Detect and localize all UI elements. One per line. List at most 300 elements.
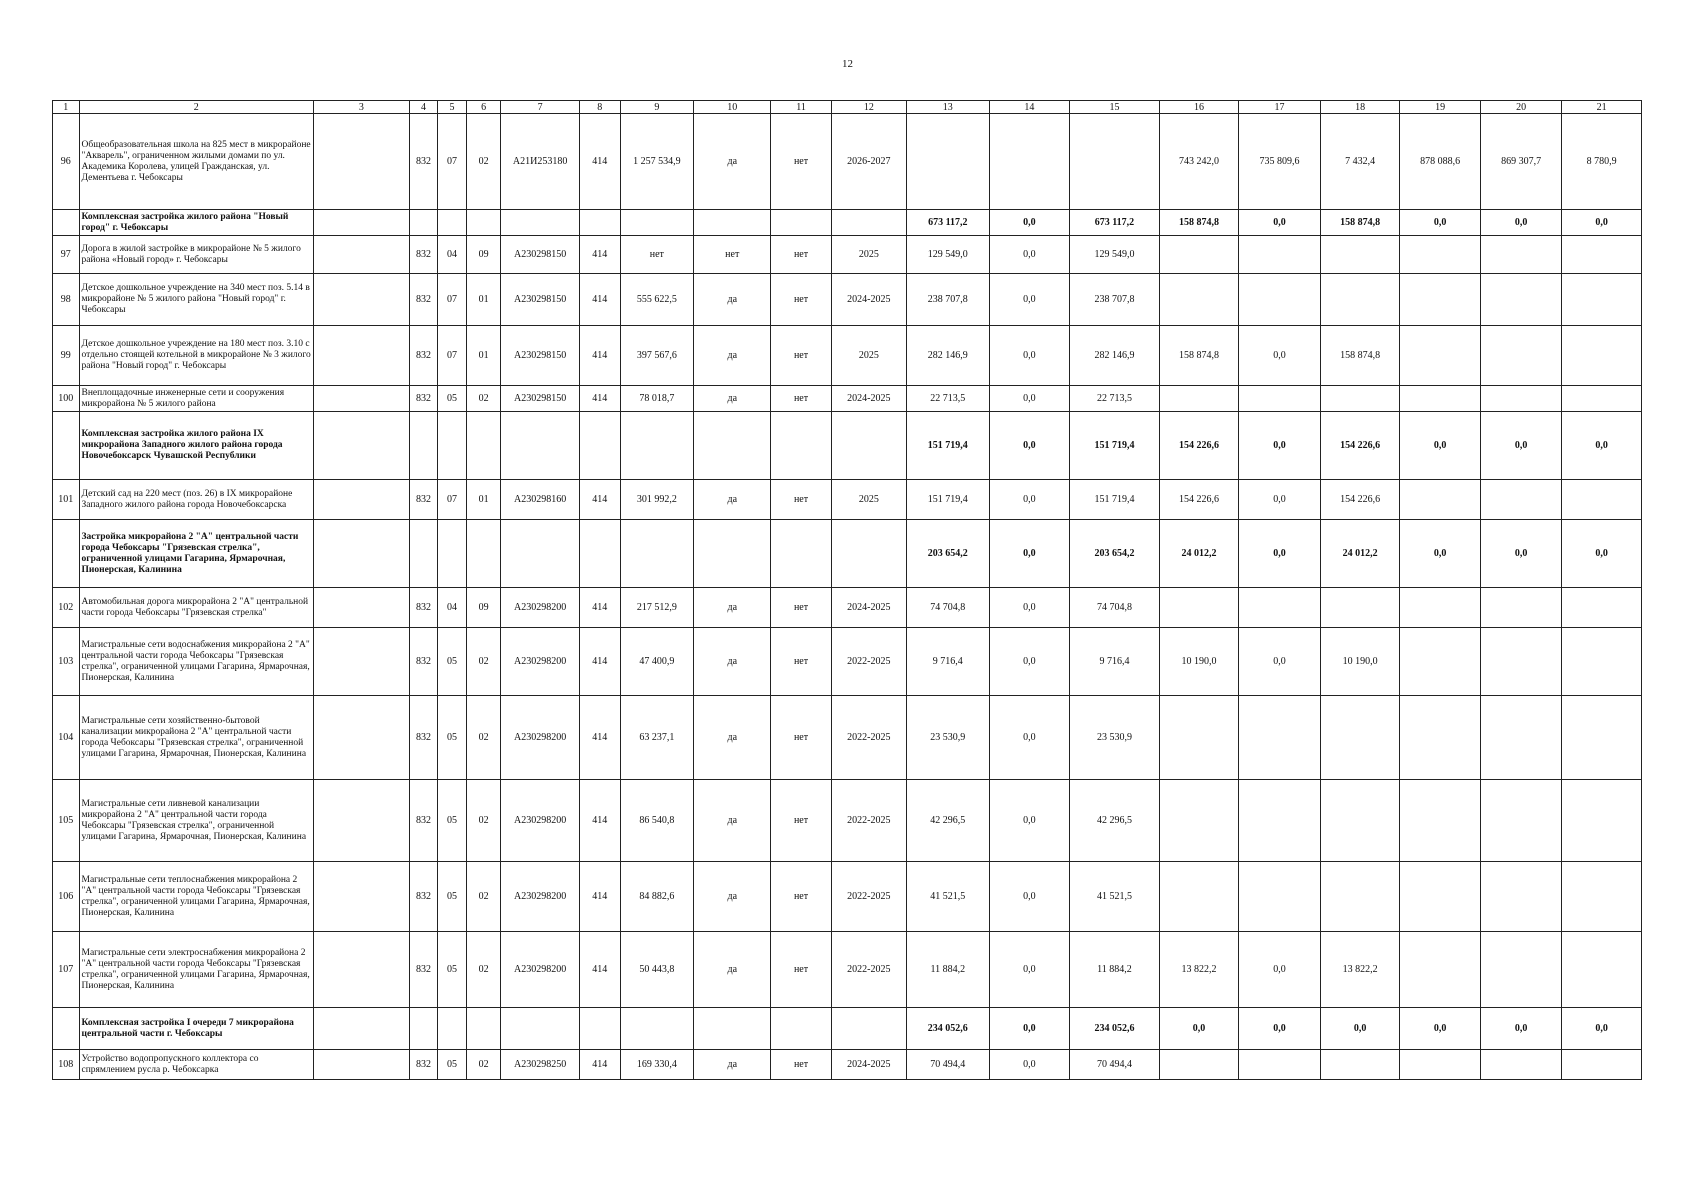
column-header-16: 16: [1159, 101, 1239, 114]
table-cell: [1159, 780, 1239, 862]
table-body: [53, 114, 1642, 1080]
table-cell: [313, 588, 409, 628]
table-cell: 78 018,7: [620, 386, 693, 412]
table-cell: [989, 114, 1070, 210]
table-cell: да: [694, 696, 771, 780]
table-cell: 13 822,2: [1159, 932, 1239, 1008]
table-cell: 832: [409, 114, 438, 210]
row-number-cell: 102: [53, 588, 80, 628]
table-cell: [1320, 274, 1400, 326]
column-header-21: 21: [1562, 101, 1642, 114]
table-cell: [313, 274, 409, 326]
column-header-6: 6: [466, 101, 501, 114]
table-cell: 02: [466, 780, 501, 862]
table-row: [53, 588, 1642, 628]
table-cell: [1400, 274, 1481, 326]
table-cell: [313, 1008, 409, 1050]
table-cell: 07: [438, 326, 467, 386]
table-cell: да: [694, 114, 771, 210]
table-cell: 129 549,0: [907, 236, 990, 274]
column-header-2: 2: [79, 101, 313, 114]
table-cell: да: [694, 386, 771, 412]
table-cell: [438, 412, 467, 480]
table-cell: [1400, 628, 1481, 696]
table-cell: 2024-2025: [831, 588, 906, 628]
table-cell: да: [694, 480, 771, 520]
table-cell: [313, 412, 409, 480]
table-cell: [313, 326, 409, 386]
object-name-cell: Детский сад на 220 мест (поз. 26) в IX микрорайоне Западного жилого района города Новочебоксарска: [79, 480, 313, 520]
table-cell: [438, 1008, 467, 1050]
table-cell: нет: [620, 236, 693, 274]
table-cell: 0,0: [1239, 412, 1321, 480]
table-cell: 203 654,2: [1070, 520, 1160, 588]
table-cell: [313, 628, 409, 696]
table-cell: [409, 412, 438, 480]
table-cell: [620, 210, 693, 236]
table-cell: [1562, 1050, 1642, 1080]
table-cell: 74 704,8: [1070, 588, 1160, 628]
table-cell: 05: [438, 628, 467, 696]
table-cell: 154 226,6: [1159, 412, 1239, 480]
table-cell: [1159, 386, 1239, 412]
table-cell: 414: [579, 274, 620, 326]
table-cell: 63 237,1: [620, 696, 693, 780]
table-cell: 05: [438, 932, 467, 1008]
table-cell: 234 052,6: [1070, 1008, 1160, 1050]
table-cell: нет: [771, 386, 831, 412]
table-cell: 151 719,4: [907, 412, 990, 480]
table-cell: А230298200: [501, 780, 579, 862]
object-name-cell: Устройство водопропускного коллектора со спрямлением русла р. Чебоксарка: [79, 1050, 313, 1080]
table-cell: 0,0: [1239, 1008, 1321, 1050]
table-cell: 154 226,6: [1320, 480, 1400, 520]
table-cell: [1400, 696, 1481, 780]
object-name-cell: Детское дошкольное учреждение на 340 мест поз. 5.14 в микрорайоне № 5 жилого района "Новый город" г. Чебоксары: [79, 274, 313, 326]
table-cell: А230298150: [501, 326, 579, 386]
table-cell: [1562, 236, 1642, 274]
table-cell: [466, 520, 501, 588]
table-cell: [501, 520, 579, 588]
row-number-cell: 101: [53, 480, 80, 520]
table-cell: 41 521,5: [1070, 862, 1160, 932]
table-cell: [409, 1008, 438, 1050]
table-cell: [1480, 236, 1562, 274]
table-cell: 0,0: [989, 412, 1070, 480]
table-cell: [1480, 932, 1562, 1008]
table-cell: да: [694, 932, 771, 1008]
table-cell: 0,0: [1400, 412, 1481, 480]
group-row: [53, 1008, 1642, 1050]
table-cell: [1159, 236, 1239, 274]
row-number-cell: 108: [53, 1050, 80, 1080]
table-cell: 11 884,2: [1070, 932, 1160, 1008]
table-row: [53, 932, 1642, 1008]
table-cell: [1480, 862, 1562, 932]
table-cell: 2022-2025: [831, 932, 906, 1008]
table-cell: [1562, 628, 1642, 696]
table-cell: 41 521,5: [907, 862, 990, 932]
table-row: [53, 386, 1642, 412]
table-cell: 673 117,2: [907, 210, 990, 236]
table-cell: [1400, 862, 1481, 932]
table-cell: 555 622,5: [620, 274, 693, 326]
row-number-cell: 98: [53, 274, 80, 326]
object-name-cell: Магистральные сети электроснабжения микрорайона 2 "А" центральной части города Чебоксары "Грязевская стрелка", ограниченной улицами Гагарина, Ярмарочная, Пионерская, Калинина: [79, 932, 313, 1008]
table-cell: А230298150: [501, 386, 579, 412]
table-cell: [1562, 696, 1642, 780]
table-cell: А230298200: [501, 862, 579, 932]
table-cell: 832: [409, 628, 438, 696]
table-cell: 217 512,9: [620, 588, 693, 628]
table-cell: 869 307,7: [1480, 114, 1562, 210]
table-cell: [313, 210, 409, 236]
table-cell: 0,0: [1400, 210, 1481, 236]
table-cell: [1320, 696, 1400, 780]
table-cell: 203 654,2: [907, 520, 990, 588]
object-name-cell: Комплексная застройка жилого района IX микрорайона Западного жилого района города Новочебоксарск Чувашской Республики: [79, 412, 313, 480]
table-cell: [313, 236, 409, 274]
table-cell: да: [694, 326, 771, 386]
table-cell: [1159, 1050, 1239, 1080]
table-cell: нет: [771, 862, 831, 932]
table-cell: [1562, 326, 1642, 386]
table-cell: 129 549,0: [1070, 236, 1160, 274]
table-cell: [1562, 386, 1642, 412]
table-cell: 0,0: [1480, 412, 1562, 480]
table-row: [53, 274, 1642, 326]
table-cell: 74 704,8: [907, 588, 990, 628]
table-cell: [501, 210, 579, 236]
object-name-cell: Автомобильная дорога микрорайона 2 "А" центральной части города Чебоксары "Грязевская стрелка": [79, 588, 313, 628]
row-number-cell: [53, 210, 80, 236]
table-cell: 158 874,8: [1320, 326, 1400, 386]
table-cell: [1239, 780, 1321, 862]
table-cell: 9 716,4: [907, 628, 990, 696]
table-cell: [438, 520, 467, 588]
table-cell: [620, 1008, 693, 1050]
table-cell: 05: [438, 780, 467, 862]
table-cell: [1400, 386, 1481, 412]
table-cell: нет: [771, 326, 831, 386]
table-cell: [1400, 326, 1481, 386]
column-header-20: 20: [1480, 101, 1562, 114]
table-cell: да: [694, 628, 771, 696]
table-cell: 9 716,4: [1070, 628, 1160, 696]
table-cell: 02: [466, 932, 501, 1008]
table-cell: 2022-2025: [831, 628, 906, 696]
table-cell: 0,0: [989, 210, 1070, 236]
table-cell: 238 707,8: [907, 274, 990, 326]
table-cell: А230298150: [501, 236, 579, 274]
table-cell: 0,0: [989, 1050, 1070, 1080]
table-cell: 414: [579, 1050, 620, 1080]
table-cell: [1400, 932, 1481, 1008]
table-cell: 0,0: [989, 274, 1070, 326]
table-cell: [579, 520, 620, 588]
row-number-cell: [53, 1008, 80, 1050]
object-name-cell: Комплексная застройка жилого района "Новый город" г. Чебоксары: [79, 210, 313, 236]
table-cell: 23 530,9: [907, 696, 990, 780]
table-cell: 0,0: [1159, 1008, 1239, 1050]
row-number-cell: 99: [53, 326, 80, 386]
column-header-10: 10: [694, 101, 771, 114]
column-header-5: 5: [438, 101, 467, 114]
table-cell: 02: [466, 696, 501, 780]
table-cell: 0,0: [1400, 520, 1481, 588]
table-cell: [694, 1008, 771, 1050]
table-cell: 2026-2027: [831, 114, 906, 210]
table-cell: [1320, 236, 1400, 274]
table-cell: [771, 412, 831, 480]
table-cell: 70 494,4: [1070, 1050, 1160, 1080]
table-cell: [1159, 696, 1239, 780]
table-cell: [438, 210, 467, 236]
table-cell: [313, 480, 409, 520]
table-cell: 42 296,5: [1070, 780, 1160, 862]
table-cell: [1400, 780, 1481, 862]
table-cell: 2024-2025: [831, 386, 906, 412]
table-cell: [466, 1008, 501, 1050]
table-cell: [620, 412, 693, 480]
table-cell: [1239, 386, 1321, 412]
table-cell: [1480, 386, 1562, 412]
column-header-11: 11: [771, 101, 831, 114]
table-cell: [771, 1008, 831, 1050]
table-cell: 743 242,0: [1159, 114, 1239, 210]
table-row: [53, 326, 1642, 386]
table-cell: [1562, 862, 1642, 932]
column-header-19: 19: [1400, 101, 1481, 114]
table-cell: 0,0: [1239, 520, 1321, 588]
table-cell: 414: [579, 326, 620, 386]
table-cell: 07: [438, 114, 467, 210]
table-cell: 238 707,8: [1070, 274, 1160, 326]
table-cell: [313, 780, 409, 862]
table-cell: нет: [771, 628, 831, 696]
table-cell: [1480, 480, 1562, 520]
row-number-cell: 104: [53, 696, 80, 780]
table-cell: 1 257 534,9: [620, 114, 693, 210]
table-cell: 02: [466, 386, 501, 412]
table-cell: 0,0: [989, 236, 1070, 274]
table-cell: 832: [409, 480, 438, 520]
table-cell: нет: [771, 780, 831, 862]
table-cell: 8 780,9: [1562, 114, 1642, 210]
table-cell: 02: [466, 862, 501, 932]
table-cell: 04: [438, 236, 467, 274]
table-cell: 50 443,8: [620, 932, 693, 1008]
table-cell: А230298250: [501, 1050, 579, 1080]
page-number: 12: [842, 58, 853, 70]
table-row: [53, 862, 1642, 932]
table-cell: 158 874,8: [1159, 326, 1239, 386]
table-cell: 22 713,5: [907, 386, 990, 412]
table-cell: 2025: [831, 480, 906, 520]
table-row: [53, 696, 1642, 780]
table-cell: 07: [438, 480, 467, 520]
table-cell: 84 882,6: [620, 862, 693, 932]
table-cell: 832: [409, 1050, 438, 1080]
table-cell: 414: [579, 114, 620, 210]
table-cell: [694, 520, 771, 588]
table-cell: [501, 412, 579, 480]
table-cell: 11 884,2: [907, 932, 990, 1008]
row-number-cell: 100: [53, 386, 80, 412]
table-cell: [1320, 386, 1400, 412]
table-cell: 0,0: [1239, 628, 1321, 696]
column-header-7: 7: [501, 101, 579, 114]
table-cell: [694, 412, 771, 480]
table-cell: [771, 210, 831, 236]
table-row: [53, 780, 1642, 862]
table-row: [53, 114, 1642, 210]
object-name-cell: Магистральные сети хозяйственно-бытовой канализации микрорайона 2 "А" центральной части города Чебоксары "Грязевская стрелка", ограниченной улицами Гагарина, Ярмарочная, Пионерская, Калинина: [79, 696, 313, 780]
table-cell: [907, 114, 990, 210]
row-number-cell: 106: [53, 862, 80, 932]
column-header-13: 13: [907, 101, 990, 114]
table-cell: 0,0: [1239, 210, 1321, 236]
table-cell: 0,0: [989, 780, 1070, 862]
table-cell: 151 719,4: [907, 480, 990, 520]
column-header-12: 12: [831, 101, 906, 114]
table-cell: 832: [409, 696, 438, 780]
table-cell: 70 494,4: [907, 1050, 990, 1080]
table-cell: [579, 412, 620, 480]
table-cell: 02: [466, 114, 501, 210]
table-cell: [1320, 780, 1400, 862]
table-cell: А230298200: [501, 628, 579, 696]
table-cell: [501, 1008, 579, 1050]
table-cell: [1239, 236, 1321, 274]
table-cell: 0,0: [1239, 932, 1321, 1008]
row-number-cell: 103: [53, 628, 80, 696]
table-cell: да: [694, 274, 771, 326]
table-cell: 301 992,2: [620, 480, 693, 520]
table-cell: [1159, 862, 1239, 932]
table-cell: [1400, 236, 1481, 274]
table-cell: да: [694, 780, 771, 862]
table-cell: 02: [466, 1050, 501, 1080]
table-cell: 414: [579, 628, 620, 696]
table-cell: [313, 114, 409, 210]
table-cell: 158 874,8: [1159, 210, 1239, 236]
table-cell: [1480, 696, 1562, 780]
table-cell: [313, 862, 409, 932]
table-row: [53, 1050, 1642, 1080]
object-name-cell: Детское дошкольное учреждение на 180 мест поз. 3.10 с отдельно стоящей котельной в микрорайоне № 3 жилого района "Новый город" г. Чебоксары: [79, 326, 313, 386]
table-cell: [1320, 862, 1400, 932]
table-cell: [1239, 696, 1321, 780]
table-cell: 0,0: [1562, 520, 1642, 588]
table-cell: 0,0: [1480, 1008, 1562, 1050]
table-cell: [694, 210, 771, 236]
table-cell: А230298160: [501, 480, 579, 520]
table-cell: 86 540,8: [620, 780, 693, 862]
table-cell: [1239, 274, 1321, 326]
row-number-cell: 105: [53, 780, 80, 862]
table-cell: 0,0: [989, 932, 1070, 1008]
table-cell: 2024-2025: [831, 1050, 906, 1080]
table-row: [53, 480, 1642, 520]
table-cell: 169 330,4: [620, 1050, 693, 1080]
table-cell: А230298150: [501, 274, 579, 326]
object-name-cell: Общеобразовательная школа на 825 мест в микрорайоне "Акварель", ограниченном жилыми домами по ул. Академика Королева, улицей Гражданская, ул. Дементьева г. Чебоксары: [79, 114, 313, 210]
table-cell: [1480, 1050, 1562, 1080]
column-header-1: 1: [53, 101, 80, 114]
table-cell: А230298200: [501, 588, 579, 628]
table-cell: [1159, 274, 1239, 326]
object-name-cell: Застройка микрорайона 2 "А" центральной части города Чебоксары "Грязевская стрелка", ограниченной улицами Гагарина, Ярмарочная, Пионерская, Калинина: [79, 520, 313, 588]
table-cell: [313, 696, 409, 780]
table-cell: [579, 1008, 620, 1050]
table-cell: [1562, 480, 1642, 520]
table-cell: нет: [771, 1050, 831, 1080]
table-cell: [313, 1050, 409, 1080]
table-cell: нет: [694, 236, 771, 274]
table-cell: 0,0: [1400, 1008, 1481, 1050]
table-cell: нет: [771, 588, 831, 628]
header-row: [53, 101, 1642, 114]
table-cell: 0,0: [1562, 412, 1642, 480]
table-cell: 158 874,8: [1320, 210, 1400, 236]
table-cell: 13 822,2: [1320, 932, 1400, 1008]
table-cell: 7 432,4: [1320, 114, 1400, 210]
column-header-15: 15: [1070, 101, 1160, 114]
table-cell: [313, 386, 409, 412]
table-cell: 832: [409, 274, 438, 326]
table-cell: 832: [409, 932, 438, 1008]
table-cell: 0,0: [1480, 210, 1562, 236]
table-cell: [831, 520, 906, 588]
table-cell: А230298200: [501, 696, 579, 780]
table-cell: да: [694, 588, 771, 628]
table-cell: 0,0: [989, 1008, 1070, 1050]
table-cell: 09: [466, 236, 501, 274]
table-cell: [1480, 628, 1562, 696]
table-cell: [409, 210, 438, 236]
table-cell: 42 296,5: [907, 780, 990, 862]
table-cell: А21И253180: [501, 114, 579, 210]
table-cell: [313, 932, 409, 1008]
table-cell: 0,0: [989, 480, 1070, 520]
table-cell: 24 012,2: [1320, 520, 1400, 588]
table-cell: 0,0: [1320, 1008, 1400, 1050]
table-cell: да: [694, 862, 771, 932]
table-cell: 282 146,9: [907, 326, 990, 386]
table-cell: [620, 520, 693, 588]
table-cell: [1320, 588, 1400, 628]
table-cell: 2025: [831, 236, 906, 274]
column-header-4: 4: [409, 101, 438, 114]
table-cell: 414: [579, 588, 620, 628]
table-cell: 07: [438, 274, 467, 326]
object-name-cell: Внеплощадочные инженерные сети и сооружения микрорайона № 5 жилого района: [79, 386, 313, 412]
table-cell: 832: [409, 326, 438, 386]
table-cell: 05: [438, 862, 467, 932]
table-cell: 09: [466, 588, 501, 628]
table-cell: 414: [579, 480, 620, 520]
table-cell: нет: [771, 932, 831, 1008]
table-cell: 23 530,9: [1070, 696, 1160, 780]
table-cell: 2024-2025: [831, 274, 906, 326]
table-row: [53, 628, 1642, 696]
column-header-18: 18: [1320, 101, 1400, 114]
row-number-cell: [53, 520, 80, 588]
table-cell: 05: [438, 1050, 467, 1080]
object-name-cell: Магистральные сети теплоснабжения микрорайона 2 "А" центральной части города Чебоксары "Грязевская стрелка", ограниченной улицами Гагарина, Ярмарочная, Пионерская, Калинина: [79, 862, 313, 932]
table-cell: [1562, 588, 1642, 628]
